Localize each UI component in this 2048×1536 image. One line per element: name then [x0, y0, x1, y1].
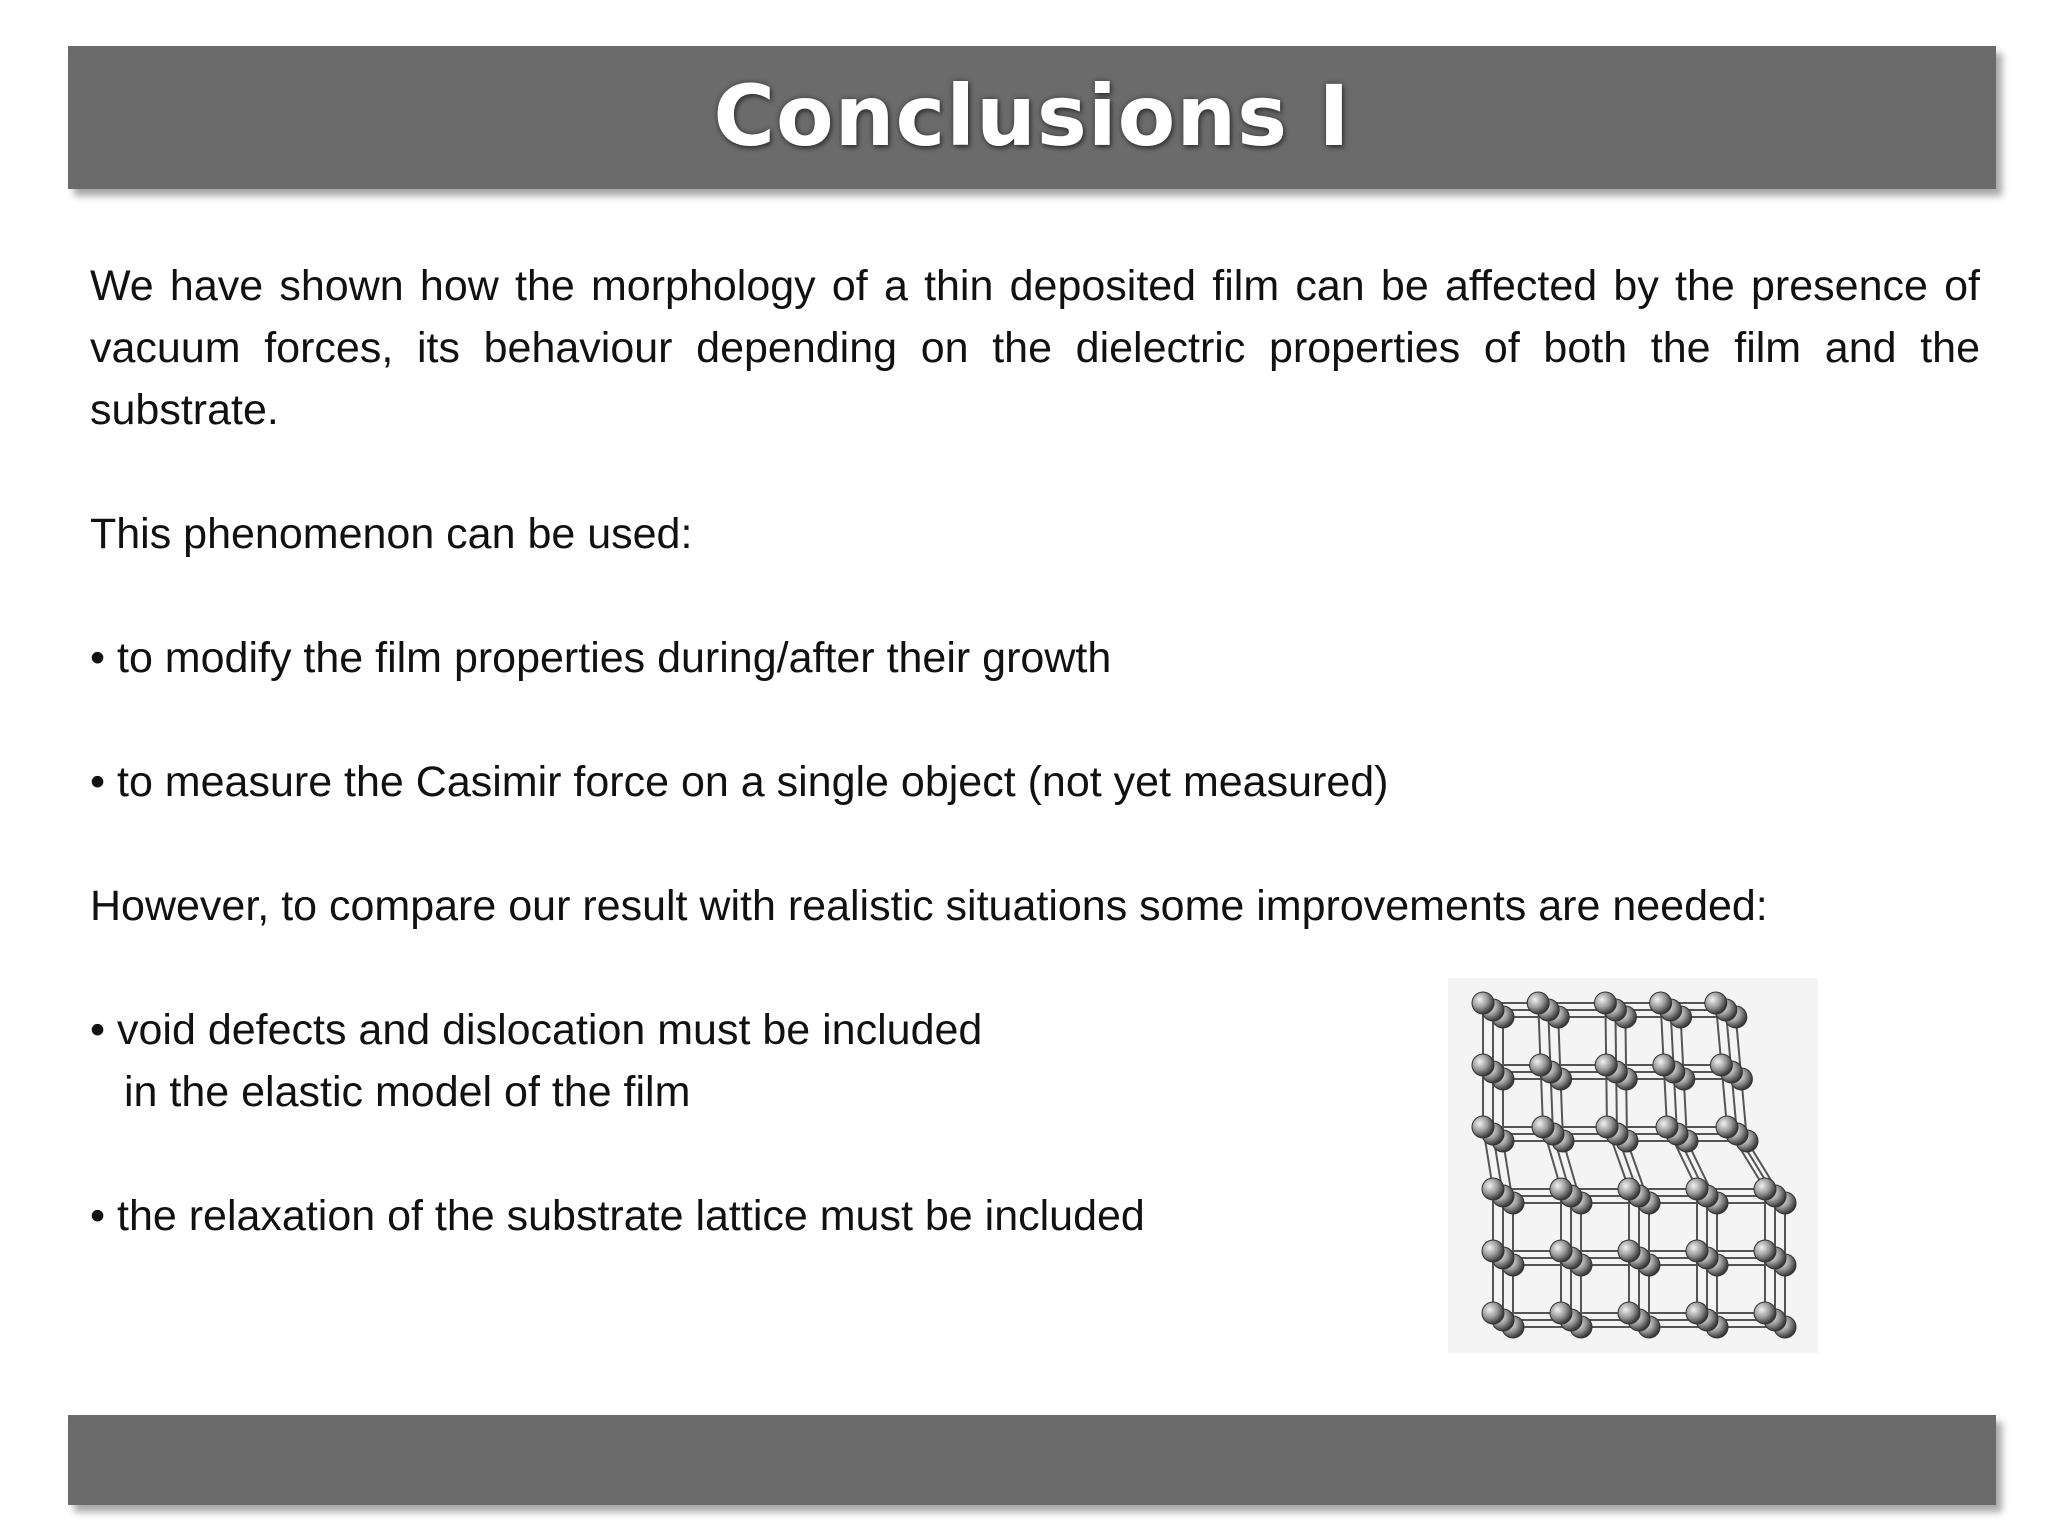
lattice-atom [1482, 1178, 1504, 1200]
improvements-intro: However, to compare our result with realistic situations some improvements are needed: [90, 882, 1768, 930]
footer-bar [68, 1415, 1996, 1505]
lattice-atom [1482, 1302, 1504, 1324]
lattice-atom [1596, 1116, 1618, 1138]
lattice-atom [1710, 1054, 1732, 1076]
uses-intro: This phenomenon can be used: [90, 510, 693, 558]
lattice-atom [1754, 1302, 1776, 1324]
improvement-item-relaxation: • the relaxation of the substrate lattice must be included [90, 1192, 1145, 1240]
improvement-item-defects-cont: in the elastic model of the film [124, 1068, 691, 1116]
lattice-atom [1618, 1178, 1640, 1200]
lattice-atom [1686, 1178, 1708, 1200]
lattice-atom [1650, 992, 1672, 1014]
lattice-atom [1618, 1302, 1640, 1324]
lattice-atom [1482, 1240, 1504, 1262]
improvement-item-defects: • void defects and dislocation must be included [90, 1006, 983, 1054]
lattice-atom [1595, 1054, 1617, 1076]
lattice-atom [1705, 992, 1727, 1014]
lattice-atom [1527, 992, 1549, 1014]
intro-paragraph: We have shown how the morphology of a thin deposited film can be affected by the presence of vacuum forces, its behaviour depending on the dielectric properties of both the film and the substrate. [90, 262, 1980, 434]
lattice-atom [1754, 1178, 1776, 1200]
lattice-atom [1594, 992, 1616, 1014]
slide-title: Conclusions I [713, 66, 1351, 165]
lattice-dislocation-illustration [1448, 978, 1818, 1353]
lattice-atom [1686, 1240, 1708, 1262]
use-item-modify: • to modify the film properties during/after their growth [90, 634, 1112, 682]
lattice-atom [1618, 1240, 1640, 1262]
lattice-atom [1472, 992, 1494, 1014]
lattice-atom [1532, 1116, 1554, 1138]
use-item-measure: • to measure the Casimir force on a single object (not yet measured) [90, 758, 1389, 806]
lattice-atom [1653, 1054, 1675, 1076]
lattice-atom [1550, 1178, 1572, 1200]
lattice-atom [1716, 1116, 1738, 1138]
lattice-atom [1472, 1116, 1494, 1138]
lattice-atom [1550, 1302, 1572, 1324]
lattice-atom [1754, 1240, 1776, 1262]
lattice-atom [1530, 1054, 1552, 1076]
lattice-atom [1656, 1116, 1678, 1138]
lattice-svg [1448, 978, 1818, 1353]
title-bar [68, 46, 1996, 189]
lattice-atom [1686, 1302, 1708, 1324]
lattice-atom [1472, 1054, 1494, 1076]
lattice-atom [1550, 1240, 1572, 1262]
